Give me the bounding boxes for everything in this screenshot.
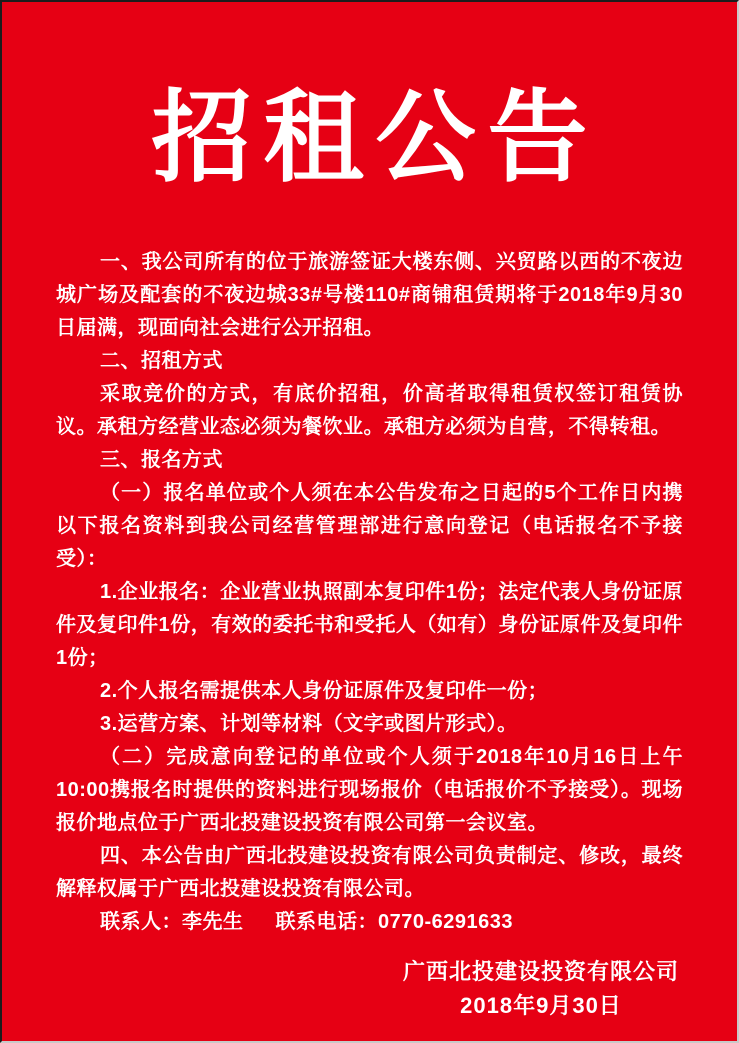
poster-title: 招租公告	[151, 83, 600, 194]
notice-body	[56, 246, 683, 939]
signature-inner	[403, 955, 679, 1023]
contact-phone: 0770-6291633	[378, 911, 514, 933]
paragraph-registration-intro: （一）报名单位或个人须在本公告发布之日起的5个工作日内携以下报名资料到我公司经营管理部进行意向登记（电话报名不予接受）：	[56, 482, 683, 570]
paragraph-rental-method: 采取竞价的方式，有底价招租，价高者取得租赁权签订租赁协议。承租方经营业态必须为餐饮业。承租方必须为自营，不得转租。	[56, 383, 683, 438]
list-item-enterprise-registration: 1.企业报名：企业营业执照副本复印件1份；法定代表人身份证原件及复印件1份，有效的委托书和受托人（如有）身份证原件及复印件1份；	[56, 581, 683, 669]
contact-person: 李先生	[182, 911, 244, 933]
paragraph-interpretation-rights: 四、本公告由广西北投建设投资有限公司负责制定、修改，最终解释权属于广西北投建设投资有限公司。	[56, 845, 683, 900]
list-item-individual-registration: 2.个人报名需提供本人身份证原件及复印件一份；	[100, 680, 549, 702]
contact-phone-label: 联系电话：	[275, 911, 378, 933]
section-heading-registration: 三、报名方式	[100, 449, 223, 471]
contact-person-label: 联系人：	[100, 911, 182, 933]
signature-company: 广西北投建设投资有限公司	[402, 959, 679, 984]
signature-date: 2018年9月30日	[460, 993, 622, 1018]
paragraph-onsite-bidding: （二）完成意向登记的单位或个人须于2018年10月16日上午10:00携报名时提供的资料进行现场报价（电话报价不予接受）。现场报价地点位于广西北投建设投资有限公司第一会议室。	[56, 746, 683, 834]
paragraph-property-intro: 一、我公司所有的位于旅游签证大楼东侧、兴贸路以西的不夜边城广场及配套的不夜边城33#号楼110#商铺租赁期将于2018年9月30日届满，现面向社会进行公开招租。	[56, 251, 683, 339]
section-heading-rental-method: 二、招租方式	[100, 350, 223, 372]
signature-block	[56, 955, 683, 1023]
list-item-operation-plan: 3.运营方案、计划等材料（文字或图片形式）。	[100, 713, 518, 735]
contact-line	[56, 906, 683, 939]
